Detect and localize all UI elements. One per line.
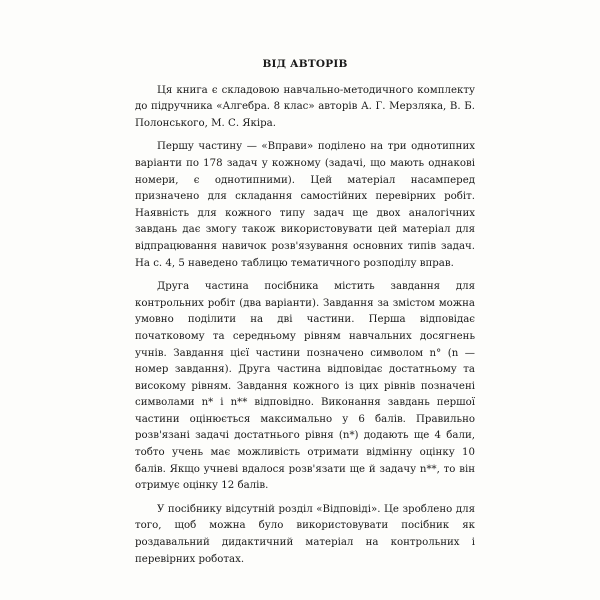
page-title: ВІД АВТОРІВ <box>262 58 348 70</box>
paragraph-exercises: Першу частину — «Вправи» поділено на три однотипних варіанти по 178 задач у кожному (задачі, що мають однакові номери, є однотипними). Цей матеріал насамперед призначено для складання самостійних перевірних робіт. Наявність для кожного типу задач ще двох аналогічних завдань дає змогу також використовувати цей матеріал для відпрацювання навичок розв'язування основних типів задач. На с. 4, 5 наведено таблицю тематичного розподілу вправ. <box>135 141 475 269</box>
paragraph-tests: Друга частина посібника містить завдання для контрольних робіт (два варіанти). Завдання за змістом можна умовно поділити на дві частини. Перша відповідає початковому та середньому рівням навчальних досягнень учнів. Завдання цієї частини позначено символом n° (n — номер завдання). Друга частина відповідає достатньому та високому рівням. Завдання кожного із цих рівнів позначені символами n* і n** відповідно. Виконання завдань першої частини оцінюється максимально у 6 балів. Правильно розв'язані задачі достатнього рівня (n*) додають ще 4 бали, тобто учень має можливість отримати відмінну оцінку 10 балів. Якщо учневі вдалося розв'язати ще й задачу n**, то він отримує оцінку 12 балів. <box>135 281 475 492</box>
preface-text <box>135 38 475 575</box>
paragraph-intro: Ця книга є складовою навчально-методичного комплекту до підручника «Алгебра. 8 клас» авторів А. Г. Мерзляка, В. Б. Полонського, М. С. Якіра. <box>135 84 475 129</box>
paragraph-answers: У посібнику відсутній розділ «Відповіді». Це зроблено для того, щоб можна було використовувати посібник як роздавальний дидактичний матеріал на контрольних і перевірних роботах. <box>135 503 475 565</box>
